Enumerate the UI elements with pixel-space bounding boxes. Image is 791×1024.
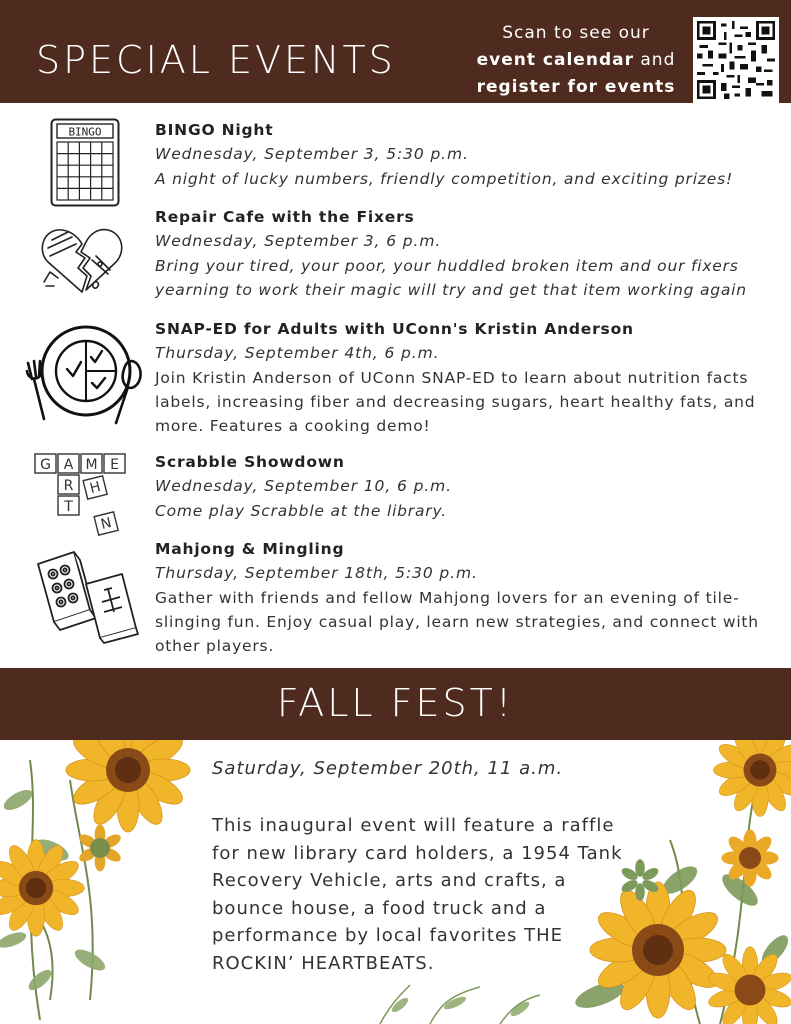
scrabble-tile: G	[40, 457, 51, 473]
sunflower-left-decoration	[0, 740, 210, 1024]
scrabble-tile: R	[63, 478, 74, 494]
event-title: Mahjong & Mingling	[155, 540, 345, 558]
event-description: Come play Scrabble at the library.	[155, 502, 447, 520]
fall-fest-description: This inaugural event will feature a raffle for new library card holders, a 1954 Tank Recovery Vehicle, arts and crafts, a bounce house, a food truck and a performance by local favorites THE ROCKIN’ HEARTBEATS.	[212, 815, 623, 974]
event-date: Wednesday, September 3, 6 p.m.	[155, 232, 442, 250]
scan-line-2	[470, 47, 682, 74]
scan-line-3	[470, 74, 682, 101]
event-text	[155, 537, 775, 658]
event-text	[155, 450, 775, 523]
scan-line-2-bold: event calendar	[476, 50, 634, 70]
scrabble-tile: T	[64, 499, 73, 515]
event-date: Thursday, September 4th, 6 p.m.	[155, 344, 440, 362]
event-title: Repair Cafe with the Fixers	[155, 208, 415, 226]
event-description: Gather with friends and fellow Mahjong lovers for an evening of tile-slinging fun. Enjoy casual play, learn new strategies, and connect with other players.	[155, 589, 759, 655]
scan-line-1: Scan to see our	[502, 23, 650, 43]
mended-heart-icon	[38, 220, 128, 300]
scan-instructions	[470, 20, 682, 101]
event-title: Scrabble Showdown	[155, 453, 345, 471]
special-events-header	[0, 0, 791, 103]
fall-fest-title: FALL FEST!	[276, 681, 515, 725]
event-description: Join Kristin Anderson of UConn SNAP-ED to learn about nutrition facts labels, increasing fiber and decreasing sugars, heart healthy fats, and more. Features a cooking demo!	[155, 369, 756, 435]
scrabble-tile: N	[99, 514, 114, 534]
plate-fork-spoon-icon	[24, 319, 146, 427]
event-date: Thursday, September 18th, 5:30 p.m.	[155, 564, 478, 582]
qr-code-icon[interactable]	[693, 17, 779, 103]
fall-fest-header	[0, 668, 791, 740]
scrabble-tile: A	[63, 457, 74, 473]
fall-fest-details	[212, 756, 632, 977]
event-title: SNAP-ED for Adults with UConn's Kristin Anderson	[155, 320, 634, 338]
mahjong-tiles-icon	[34, 550, 140, 645]
event-text	[155, 317, 775, 438]
event-description: Bring your tired, your poor, your huddled broken item and our fixers yearning to work their magic will try and get that item working again	[155, 257, 747, 299]
scrabble-tile: E	[110, 457, 119, 473]
event-text	[155, 118, 775, 191]
event-title: BINGO Night	[155, 121, 274, 139]
scrabble-tile: M	[85, 457, 98, 473]
scrabble-tile: H	[88, 478, 103, 498]
bingo-card-icon	[50, 118, 120, 208]
scan-line-3-bold: register for events	[476, 77, 676, 97]
event-text	[155, 205, 775, 302]
fall-fest-date: Saturday, September 20th, 11 a.m.	[212, 758, 564, 779]
scrabble-tiles-icon	[33, 452, 129, 542]
page-title: SPECIAL EVENTS	[36, 38, 396, 82]
event-description: A night of lucky numbers, friendly competition, and exciting prizes!	[155, 170, 733, 188]
event-date: Wednesday, September 10, 6 p.m.	[155, 477, 452, 495]
bingo-card-label: BINGO	[68, 125, 102, 139]
event-date: Wednesday, September 3, 5:30 p.m.	[155, 145, 469, 163]
scan-line-2-rest: and	[633, 50, 676, 70]
